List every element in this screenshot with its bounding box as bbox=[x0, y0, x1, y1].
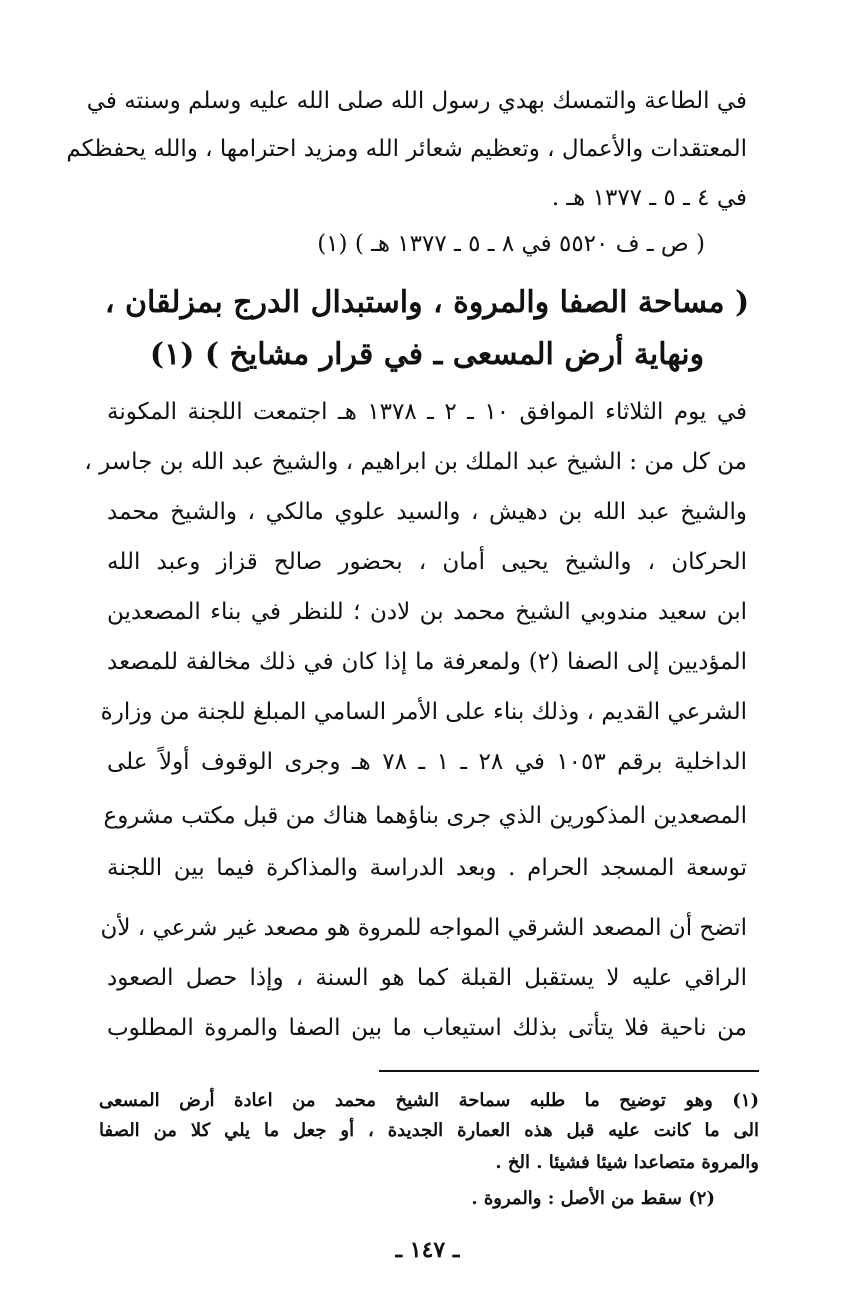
body-line: ابن سعيد مندوبي الشيخ محمد بن لادن ؛ للنظر في بناء المصعدين bbox=[107, 599, 747, 625]
intro-line: في ٤ ـ ٥ ـ ١٣٧٧ هـ . bbox=[551, 185, 747, 211]
footnote-line: (١) وهو توضيح ما طلبه سماحة الشيخ محمد من اعادة أرض المسعى bbox=[99, 1090, 759, 1111]
footnote-divider bbox=[379, 1070, 759, 1072]
footnote-line: والمروة متصاعدا شيئا فشيئا . الخ . bbox=[495, 1152, 759, 1173]
body-line: من ناحية فلا يتأتى بذلك استيعاب ما بين الصفا والمروة المطلوب bbox=[107, 1015, 747, 1041]
body-line: توسعة المسجد الحرام . وبعد الدراسة والمذاكرة فيما بين اللجنة bbox=[107, 855, 747, 881]
page-number: ـ ١٤٧ ـ bbox=[395, 1237, 460, 1263]
reference-line: ( ص ـ ف ٥٥٢٠ في ٨ ـ ٥ ـ ١٣٧٧ هـ ) (١) bbox=[317, 231, 705, 257]
body-line: الداخلية برقم ١٠٥٣ في ٢٨ ـ ١ ـ ٧٨ هـ وجرى الوقوف أولاً على bbox=[107, 749, 747, 775]
footnote-line: الى ما كانت عليه قبل هذه العمارة الجديدة ، أو جعل ما يلي كلا من الصفا bbox=[99, 1120, 759, 1141]
body-line: الشرعي القديم ، وذلك بناء على الأمر السامي المبلغ للجنة من وزارة bbox=[100, 699, 747, 725]
body-line: الراقي عليه لا يستقبل القبلة كما هو السنة ، وإذا حصل الصعود bbox=[107, 965, 747, 991]
body-line: اتضح أن المصعد الشرقي المواجه للمروة هو مصعد غير شرعي ، لأن bbox=[100, 915, 747, 941]
body-line: المصعدين المذكورين الذي جرى بناؤهما هناك من قبل مكتب مشروع bbox=[103, 803, 747, 829]
intro-line: المعتقدات والأعمال ، وتعظيم شعائر الله ومزيد احترامها ، والله يحفظكم bbox=[66, 136, 747, 162]
footnote-line: (٢) سقط من الأصل : والمروة . bbox=[471, 1188, 715, 1209]
body-line: من كل من : الشيخ عبد الملك بن ابراهيم ، والشيخ عبد الله بن جاسر ، bbox=[84, 449, 747, 475]
intro-line: في الطاعة والتمسك بهدي رسول الله صلى الله عليه وسلم وسنته في bbox=[86, 88, 747, 114]
body-line: المؤديين إلى الصفا (٢) ولمعرفة ما إذا كان في ذلك مخالفة للمصعد bbox=[107, 649, 747, 675]
section-heading: ( مساحة الصفا والمروة ، واستبدال الدرج بمزلقان ، bbox=[104, 285, 750, 320]
section-heading: ونهاية أرض المسعى ـ في قرار مشايخ ) (١) bbox=[149, 337, 705, 372]
body-line: والشيخ عبد الله بن دهيش ، والسيد علوي مالكي ، والشيخ محمد bbox=[107, 499, 747, 525]
body-line: الحركان ، والشيخ يحيى أمان ، بحضور صالح قزاز وعبد الله bbox=[107, 549, 747, 575]
body-line: في يوم الثلاثاء الموافق ١٠ ـ ٢ ـ ١٣٧٨ هـ اجتمعت اللجنة المكونة bbox=[107, 399, 747, 425]
